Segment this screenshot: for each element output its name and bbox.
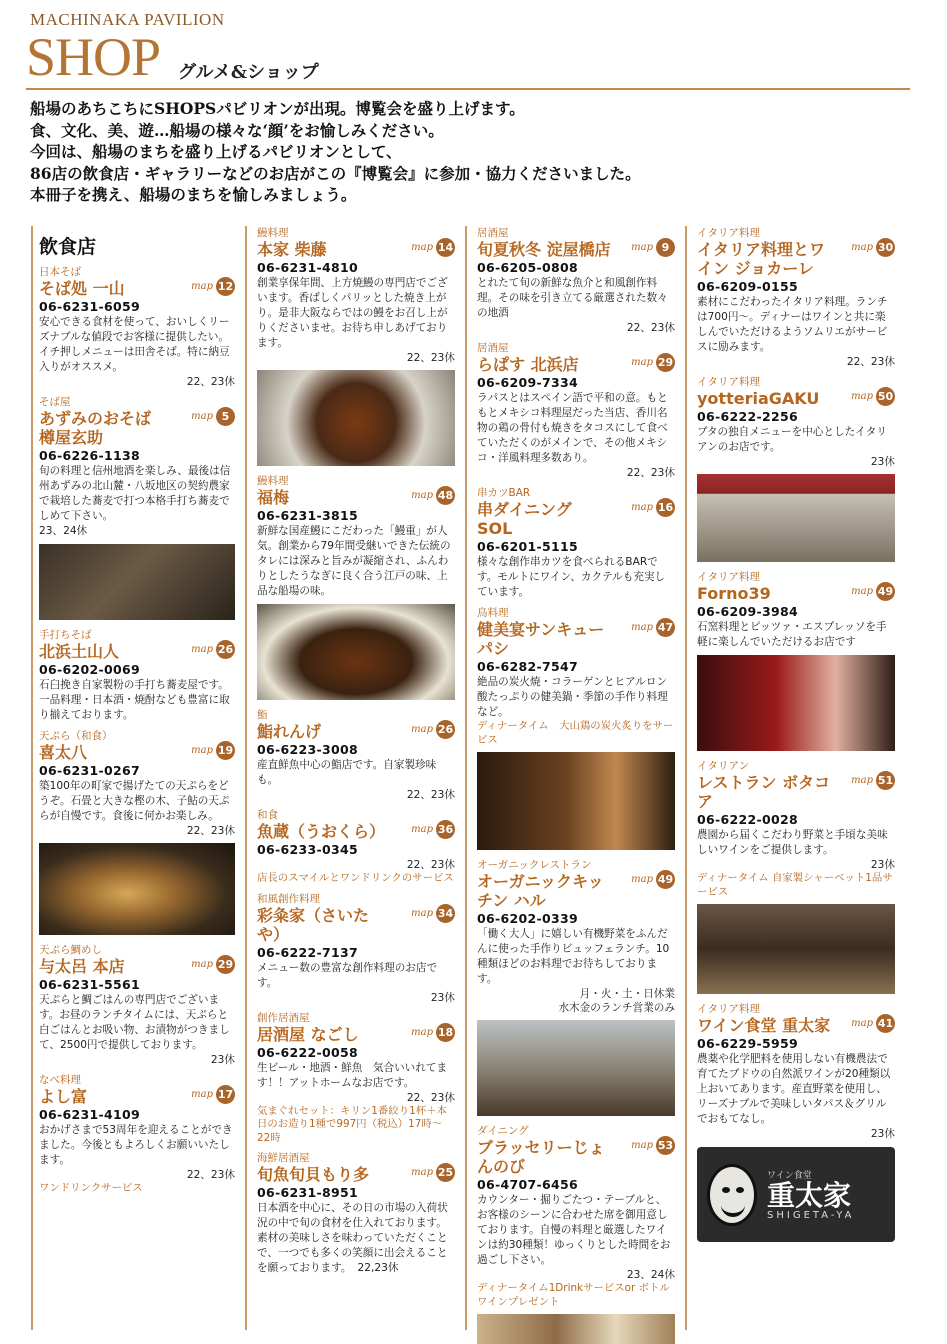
shop-phone[interactable]: 06-4707-6456 <box>477 1177 578 1192</box>
map-reference[interactable] <box>631 1136 675 1155</box>
map-number-badge[interactable]: 12 <box>216 277 235 296</box>
shop-name[interactable]: そば処 一山 <box>39 279 125 298</box>
map-reference[interactable] <box>191 955 235 974</box>
shop-category: 手打ちそば <box>39 629 92 641</box>
shop-name[interactable]: 北浜土山人 <box>39 642 120 661</box>
shop-entry <box>257 1151 455 1276</box>
map-number-badge[interactable]: 48 <box>436 486 455 505</box>
shop-phone[interactable]: 06-6201-5115 <box>477 539 578 554</box>
map-number-badge[interactable]: 18 <box>436 1023 455 1042</box>
shop-name[interactable]: yotteriaGAKU <box>697 389 820 408</box>
bar-interior-photo <box>477 752 675 850</box>
map-label: map <box>191 959 213 970</box>
shop-entry <box>39 628 235 723</box>
shop-category: 串カツBAR <box>477 487 531 499</box>
map-label: map <box>411 724 433 735</box>
listing-column-2 <box>251 226 461 1330</box>
shop-description: 「働く大人」に嬉しい有機野菜をふんだんに使った手作りビュッフェランチ。10種類ほどのお料理でお待ちしております。 <box>477 928 670 985</box>
section-heading: 飲食店 <box>39 236 97 258</box>
shop-category: ダイニング <box>477 1125 529 1137</box>
brasserie-photo <box>477 1314 675 1344</box>
shop-phone[interactable]: 06-6209-7334 <box>477 375 578 390</box>
shop-entry <box>257 892 455 1005</box>
shop-phone[interactable]: 06-6231-6059 <box>39 299 140 314</box>
shop-category: 海鮮居酒屋 <box>257 1152 310 1164</box>
shop-entry <box>39 265 235 389</box>
map-label: map <box>191 644 213 655</box>
shop-description: 創業享保年間、上方焼鰻の専門店でございます。香ばしくパリッとした焼き上がり。是非大阪ならではの鰻をお召し上がりくださいませ。お待ち申しあげております。 <box>257 277 448 349</box>
shop-holidays: 22、23休 <box>626 467 675 479</box>
shop-description: 石窯料理とピッツァ・エスプレッソを手軽に楽しんでいただけるお店です <box>697 621 887 648</box>
map-number-badge[interactable]: 49 <box>876 582 895 601</box>
map-reference[interactable] <box>411 1023 455 1042</box>
map-reference[interactable] <box>411 904 455 923</box>
signboard-roman-text: SHIGETA-YA <box>767 1210 855 1222</box>
listing-column-4 <box>691 226 901 1330</box>
signboard-big-text: 重太家 <box>767 1178 852 1212</box>
shop-name[interactable]: 串ダイニング SOL <box>477 500 572 538</box>
map-label: map <box>851 775 873 786</box>
shop-description: とれたて旬の新鮮な魚介と和風創作料理。その味を引き立てる厳選された数々の地酒 <box>477 277 668 319</box>
signboard-text <box>767 1168 854 1221</box>
shop-service: ディナータイム1Drinkサービスor ボトルワインプレゼント <box>477 1282 670 1308</box>
map-number-badge[interactable]: 25 <box>436 1163 455 1182</box>
shop-holidays: 23休 <box>870 859 895 871</box>
shop-entry <box>477 486 675 600</box>
shop-description: 農薬や化学肥料を使用しない有機農法で育てたブドウの自然派ワインが20種類以上おいてあります。産直野菜を使用し、リーズナブルで美味しいタパス＆グリルでおもてなし。 <box>697 1053 891 1125</box>
shop-name[interactable]: 鮨れんげ <box>257 722 322 741</box>
map-number-badge[interactable]: 47 <box>656 618 675 637</box>
shop-description: 生ビール・地酒・鮮魚 気合いいれてます！！アットホームなお店です。 <box>257 1061 448 1089</box>
shop-entry <box>697 759 895 994</box>
map-reference[interactable] <box>411 720 455 739</box>
shop-category: イタリア料理 <box>697 1003 760 1015</box>
shop-phone[interactable]: 06-6222-2256 <box>697 409 798 424</box>
shop-description: 旬の料理と信州地酒を楽しみ、最後は信州あずみの北山麓・八坂地区の契約農家で栽培した蕎麦で打つ本格手打ち蕎麦でしめて下さい。 <box>39 465 231 522</box>
shop-name[interactable]: ワイン食堂 重太家 <box>697 1016 831 1035</box>
shop-phone[interactable]: 06-6231-3815 <box>257 508 358 523</box>
shop-category: 鮨 <box>257 709 268 721</box>
map-number-badge[interactable]: 19 <box>216 741 235 760</box>
map-reference[interactable] <box>631 498 675 517</box>
shop-category: 鳥料理 <box>477 607 509 619</box>
map-label: map <box>411 242 433 253</box>
shop-holidays: 23休 <box>870 456 895 468</box>
shop-description: 様々な創作串カツを食べられるBARです。モルトにワイン、カクテルも充実しています。 <box>477 556 666 598</box>
map-label: map <box>851 242 873 253</box>
shop-holidays: 22、23休 <box>186 376 235 388</box>
map-number-badge[interactable]: 16 <box>656 498 675 517</box>
shop-entry <box>477 226 675 335</box>
map-label: map <box>631 502 653 513</box>
shop-entry <box>39 943 235 1067</box>
shop-phone[interactable]: 06-6209-3984 <box>697 604 798 619</box>
shop-category: 鰻料理 <box>257 475 289 487</box>
shop-entry <box>477 858 675 1116</box>
map-label: map <box>191 745 213 756</box>
map-label: map <box>631 1140 653 1151</box>
map-number-badge[interactable]: 49 <box>656 870 675 889</box>
shop-phone[interactable]: 06-6209-0155 <box>697 279 798 294</box>
intro-line: 本冊子を携え、船場のまちを愉しみましょう。 <box>30 185 357 204</box>
shop-entry <box>477 341 675 480</box>
map-label: map <box>191 411 213 422</box>
shop-name[interactable]: イタリア料理とワイン ジョカーレ <box>697 240 826 278</box>
shop-description: ブタの独自メニューを中心としたイタリアンのお店です。 <box>697 426 887 453</box>
shop-service: ディナータイム 大山鶏の炭火炙りをサービス <box>477 720 674 746</box>
shop-category: 和風創作料理 <box>257 892 320 905</box>
shop-entry <box>477 606 675 850</box>
shop-description: カウンター・掘りごたつ・テーブルと、お客様のシーンに合わせた席を御用意しております。自慢の料理と厳選したワインは約30種類！ゆっくりとした時間をお過ごし下さい。 <box>477 1194 671 1266</box>
map-label: map <box>411 490 433 501</box>
shop-phone[interactable]: 06-6231-4109 <box>39 1107 140 1122</box>
shop-entry <box>697 1002 895 1141</box>
shop-entry <box>257 1011 455 1146</box>
map-label: map <box>411 1026 433 1038</box>
map-number-badge[interactable]: 51 <box>876 771 895 790</box>
shop-description: 素材にこだわったイタリア料理。ランチは700円～。ディナーはワインと共に楽しんでいただけるようソムリエがサービスに励みます。 <box>697 296 888 353</box>
shop-description: おかげさまで53周年を迎えることができました。今後ともよろしくお願いいたします。 <box>39 1124 233 1166</box>
listing-column-1 <box>31 226 241 1330</box>
map-reference[interactable] <box>851 387 895 406</box>
shop-entry <box>697 226 895 369</box>
map-number-badge[interactable]: 5 <box>216 407 235 426</box>
shop-category: オーガニックレストラン <box>477 859 592 871</box>
shop-phone[interactable]: 06-6231-4810 <box>257 260 358 275</box>
shop-name[interactable]: 本家 柴藤 <box>257 240 327 259</box>
shop-description: 天ぷらと鯛ごはんの専門店でございます。お昼のランチタイムには、天ぷらと白ごはんとお吸い物、お漬物がつきまして、2500円で提供しております。 <box>39 994 230 1051</box>
shop-holidays: 月・火・土・日休業 <box>579 988 675 1000</box>
shop-entry <box>257 708 455 802</box>
shop-holidays: 23休 <box>210 1054 235 1066</box>
shop-name[interactable]: 喜太八 <box>39 743 88 762</box>
map-reference[interactable] <box>631 353 675 372</box>
map-number-badge[interactable]: 26 <box>436 720 455 739</box>
dining-room-photo <box>697 904 895 994</box>
shop-category: 天ぷら鯛めし <box>39 944 102 956</box>
shop-category: 日本そば <box>39 266 81 278</box>
shop-entry <box>257 226 455 466</box>
shop-name[interactable]: 居酒屋 なごし <box>257 1024 359 1044</box>
shop-holidays: 22、23休 <box>186 825 235 837</box>
shop-category: 居酒屋 <box>477 227 509 239</box>
map-reference[interactable] <box>631 870 675 889</box>
shop-description: 日本酒を中心に、その日の市場の入荷状況の中で旬の食材を仕入れております。素材の美味しさを味わっていただくことで、一つでも多くの笑顔に出会えることを願っております。 22,23休 <box>257 1202 448 1274</box>
map-number-badge[interactable]: 29 <box>216 955 235 974</box>
shop-service: 気まぐれセット：キリン1番絞り1杯＋本日のお造り1種で997円（税込）17時～22時 <box>257 1104 447 1144</box>
map-number-badge[interactable]: 34 <box>436 904 455 923</box>
intro-line: 食、文化、美、遊…船場の様々な‘顔’をお愉しみください。 <box>30 120 444 140</box>
shop-holidays: 23、24休 <box>39 525 88 537</box>
map-reference[interactable] <box>411 820 455 839</box>
map-number-badge[interactable]: 26 <box>216 640 235 659</box>
shop-holidays: 22、23休 <box>406 1091 455 1104</box>
shop-description: 石臼挽き自家製粉の手打ち蕎麦屋です。一品料理・日本酒・焼酎なども豊富に取り揃えております。 <box>39 679 230 721</box>
shop-name[interactable]: 魚蔵（うおくら） <box>257 822 386 841</box>
intro-line: 今回は、船場のまちを盛り上げるパビリオンとして、 <box>30 142 402 161</box>
shop-holidays: 22、23休 <box>406 352 455 364</box>
intro-text <box>30 98 910 206</box>
map-reference[interactable] <box>191 640 235 659</box>
shop-name[interactable]: 旬夏秋冬 淀屋橋店 <box>477 240 611 259</box>
shop-name[interactable]: Forno39 <box>697 584 771 603</box>
listing-column-3 <box>471 226 681 1330</box>
shop-category: 創作居酒屋 <box>257 1011 310 1024</box>
map-reference[interactable] <box>191 741 235 760</box>
map-number-badge[interactable]: 17 <box>216 1085 235 1104</box>
signboard-photo <box>697 1147 895 1242</box>
map-label: map <box>851 391 873 402</box>
shop-entry <box>477 1124 675 1344</box>
map-reference[interactable] <box>631 618 675 637</box>
map-number-badge[interactable]: 41 <box>876 1014 895 1033</box>
map-reference[interactable] <box>411 1163 455 1182</box>
shop-name[interactable]: よし富 <box>39 1087 88 1106</box>
shop-category: 居酒屋 <box>477 342 509 354</box>
shop-description: 絶品の炭火焼・コラーゲンとヒアルロン酸たっぷりの健美鍋・季節の手作り料理など。 <box>477 676 668 718</box>
shop-name[interactable]: あずみのおそば 樽屋玄助 <box>39 409 152 447</box>
shop-category: イタリア料理 <box>697 227 760 239</box>
shop-name[interactable]: 旬魚旬貝もり多 <box>257 1165 370 1184</box>
shop-entry <box>697 570 895 751</box>
map-label: map <box>631 357 653 368</box>
signboard-small-text: ワイン食堂 <box>767 1170 812 1181</box>
shop-phone[interactable]: 06-6231-5561 <box>39 977 140 992</box>
shop-phone[interactable]: 06-6282-7547 <box>477 659 578 674</box>
shop-name[interactable]: らぱす 北浜店 <box>477 355 579 374</box>
cafe-interior-photo <box>477 1020 675 1116</box>
shop-phone[interactable]: 06-6226-1138 <box>39 448 140 463</box>
map-label: map <box>631 874 653 885</box>
unagi-bowl-photo <box>257 370 455 466</box>
map-reference[interactable] <box>851 771 895 790</box>
map-label: map <box>411 907 433 919</box>
shop-category: 鰻料理 <box>257 227 289 239</box>
shop-category: 天ぷら（和食） <box>39 730 113 742</box>
shop-holidays: 22、23休 <box>186 1169 235 1181</box>
map-number-badge[interactable]: 50 <box>876 387 895 406</box>
shop-name[interactable]: 健美宴サンキューパシ <box>477 620 605 658</box>
tempura-photo <box>39 843 235 935</box>
counter-photo <box>697 655 895 751</box>
shop-description: メニュー数の豊富な創作料理のお店です。 <box>257 961 438 989</box>
shop-description: 産直鮮魚中心の鮨店です。自家製珍味も。 <box>257 759 437 786</box>
shop-holidays: 23休 <box>430 991 455 1004</box>
shop-name[interactable]: 与太呂 本店 <box>39 957 125 976</box>
shop-name[interactable]: ブラッセリーじょんのび <box>477 1138 605 1176</box>
shop-holidays: 22、23休 <box>626 322 675 334</box>
shop-note: 水木金のランチ営業のみ <box>558 1002 675 1014</box>
map-label: map <box>631 242 653 253</box>
map-label: map <box>851 1018 873 1029</box>
shop-category: イタリア料理 <box>697 571 760 583</box>
page-title: SHOP <box>26 27 161 87</box>
shop-service: ワンドリンクサービス <box>39 1182 143 1194</box>
shop-phone[interactable]: 06-6231-8951 <box>257 1185 358 1200</box>
shop-description: ラパスとはスペイン語で平和の意。もともとメキシコ料理屋だった当店、香川名物の鶏の骨付も焼きをタコスにして食べていただくのがメインで、その他メキシコ・洋風料理多数あり。 <box>477 392 668 464</box>
map-reference[interactable] <box>411 486 455 505</box>
intro-line: 船場のあちこちにSHOPSパビリオンが出現。博覧会を盛り上げます。 <box>30 99 525 118</box>
shop-service: ディナータイム 自家製シャーベット1品サービス <box>697 872 893 898</box>
map-number-badge[interactable]: 36 <box>436 820 455 839</box>
map-label: map <box>851 586 873 597</box>
map-label: map <box>191 1089 213 1100</box>
shop-holidays: 23、24休 <box>626 1269 675 1281</box>
map-reference[interactable] <box>191 407 235 426</box>
header-divider <box>26 88 910 90</box>
shop-phone[interactable]: 06-6222-0028 <box>697 812 798 827</box>
shop-category: 和食 <box>257 809 278 821</box>
shop-description: 安心できる食材を使って、おいしくリーズナブルな値段でお客様に提供したい。イチ押しメニューは田舎そば。特に納豆入りがオススメ。 <box>39 316 230 373</box>
shop-name[interactable]: オーガニックキッチン ハル <box>477 872 604 910</box>
shop-holidays: 22、23休 <box>846 356 895 368</box>
shop-name[interactable]: 彩粂家（さいたや） <box>257 905 370 944</box>
shop-entry <box>697 375 895 562</box>
mascot-face-icon <box>707 1164 757 1226</box>
map-label: map <box>191 281 213 292</box>
shop-holidays: 23休 <box>870 1128 895 1140</box>
map-reference[interactable] <box>851 238 895 257</box>
shop-category: なべ料理 <box>39 1074 81 1086</box>
shop-entry <box>39 395 235 620</box>
shop-description: 農園から届くこだわり野菜と手頃な美味しいワインをご提供します。 <box>697 829 888 856</box>
map-label: map <box>411 1167 433 1178</box>
shop-front-photo <box>697 474 895 562</box>
shop-phone[interactable]: 06-6202-0069 <box>39 662 140 677</box>
shop-phone[interactable]: 06-6205-0808 <box>477 260 578 275</box>
shop-phone[interactable]: 06-6222-7137 <box>257 944 358 960</box>
shop-holidays: 22,23休 <box>357 1262 399 1274</box>
shop-holidays: 22、23休 <box>406 859 455 871</box>
shop-phone[interactable]: 06-6222-0058 <box>257 1044 358 1060</box>
map-reference[interactable] <box>411 238 455 257</box>
map-number-badge[interactable]: 53 <box>656 1136 675 1155</box>
shop-category: そば屋 <box>39 396 71 408</box>
shop-description: 新鮮な国産鰻にこだわった「鰻重」が人気。創業から79年間受継いできた伝統のタレには深みと旨みが凝縮され、ふんわりとしたうなぎに良く合う江戸の味、上品な船場の味。 <box>257 525 451 597</box>
map-reference[interactable] <box>851 582 895 601</box>
shop-phone[interactable]: 06-6231-0267 <box>39 763 140 778</box>
shop-phone[interactable]: 06-6233-0345 <box>257 842 358 857</box>
map-number-badge[interactable]: 30 <box>876 238 895 257</box>
map-number-badge[interactable]: 14 <box>436 238 455 257</box>
storefront-photo <box>39 544 235 620</box>
shop-category: イタリアン <box>697 760 750 772</box>
shop-phone[interactable]: 06-6223-3008 <box>257 742 358 757</box>
shop-holidays: 22、23休 <box>406 789 455 801</box>
shop-entry <box>39 729 235 935</box>
shop-name[interactable]: 福梅 <box>257 488 290 507</box>
map-number-badge[interactable]: 9 <box>656 238 675 257</box>
shop-service: 店長のスマイルとワンドリンクのサービス <box>257 872 454 884</box>
shop-phone[interactable]: 06-6229-5959 <box>697 1036 798 1051</box>
header-subtitle: MACHINAKA PAVILION <box>30 10 225 29</box>
unaju-photo <box>257 604 455 700</box>
map-reference[interactable] <box>851 1014 895 1033</box>
shop-entry <box>257 474 455 700</box>
map-reference[interactable] <box>191 1085 235 1104</box>
shop-description: 築100年の町家で揚げたての天ぷらをどうぞ。石畳と大きな樫の木、子鮎の天ぷらが自慢です。食後に何かお楽しみ。 <box>39 780 230 822</box>
map-reference[interactable] <box>191 277 235 296</box>
map-number-badge[interactable]: 29 <box>656 353 675 372</box>
map-label: map <box>631 622 653 633</box>
shop-entry <box>39 1073 235 1196</box>
shop-category: イタリア料理 <box>697 376 760 388</box>
shop-phone[interactable]: 06-6202-0339 <box>477 911 578 926</box>
shop-name[interactable]: レストラン ボタコア <box>697 773 831 811</box>
map-reference[interactable] <box>631 238 675 257</box>
intro-line: 86店の飲食店・ギャラリーなどのお店がこの『博覧会』に参加・協力くださいました。 <box>30 163 641 183</box>
map-label: map <box>411 824 433 835</box>
page-title-jp: グルメ&ショップ <box>178 62 319 83</box>
shop-entry <box>257 808 455 886</box>
